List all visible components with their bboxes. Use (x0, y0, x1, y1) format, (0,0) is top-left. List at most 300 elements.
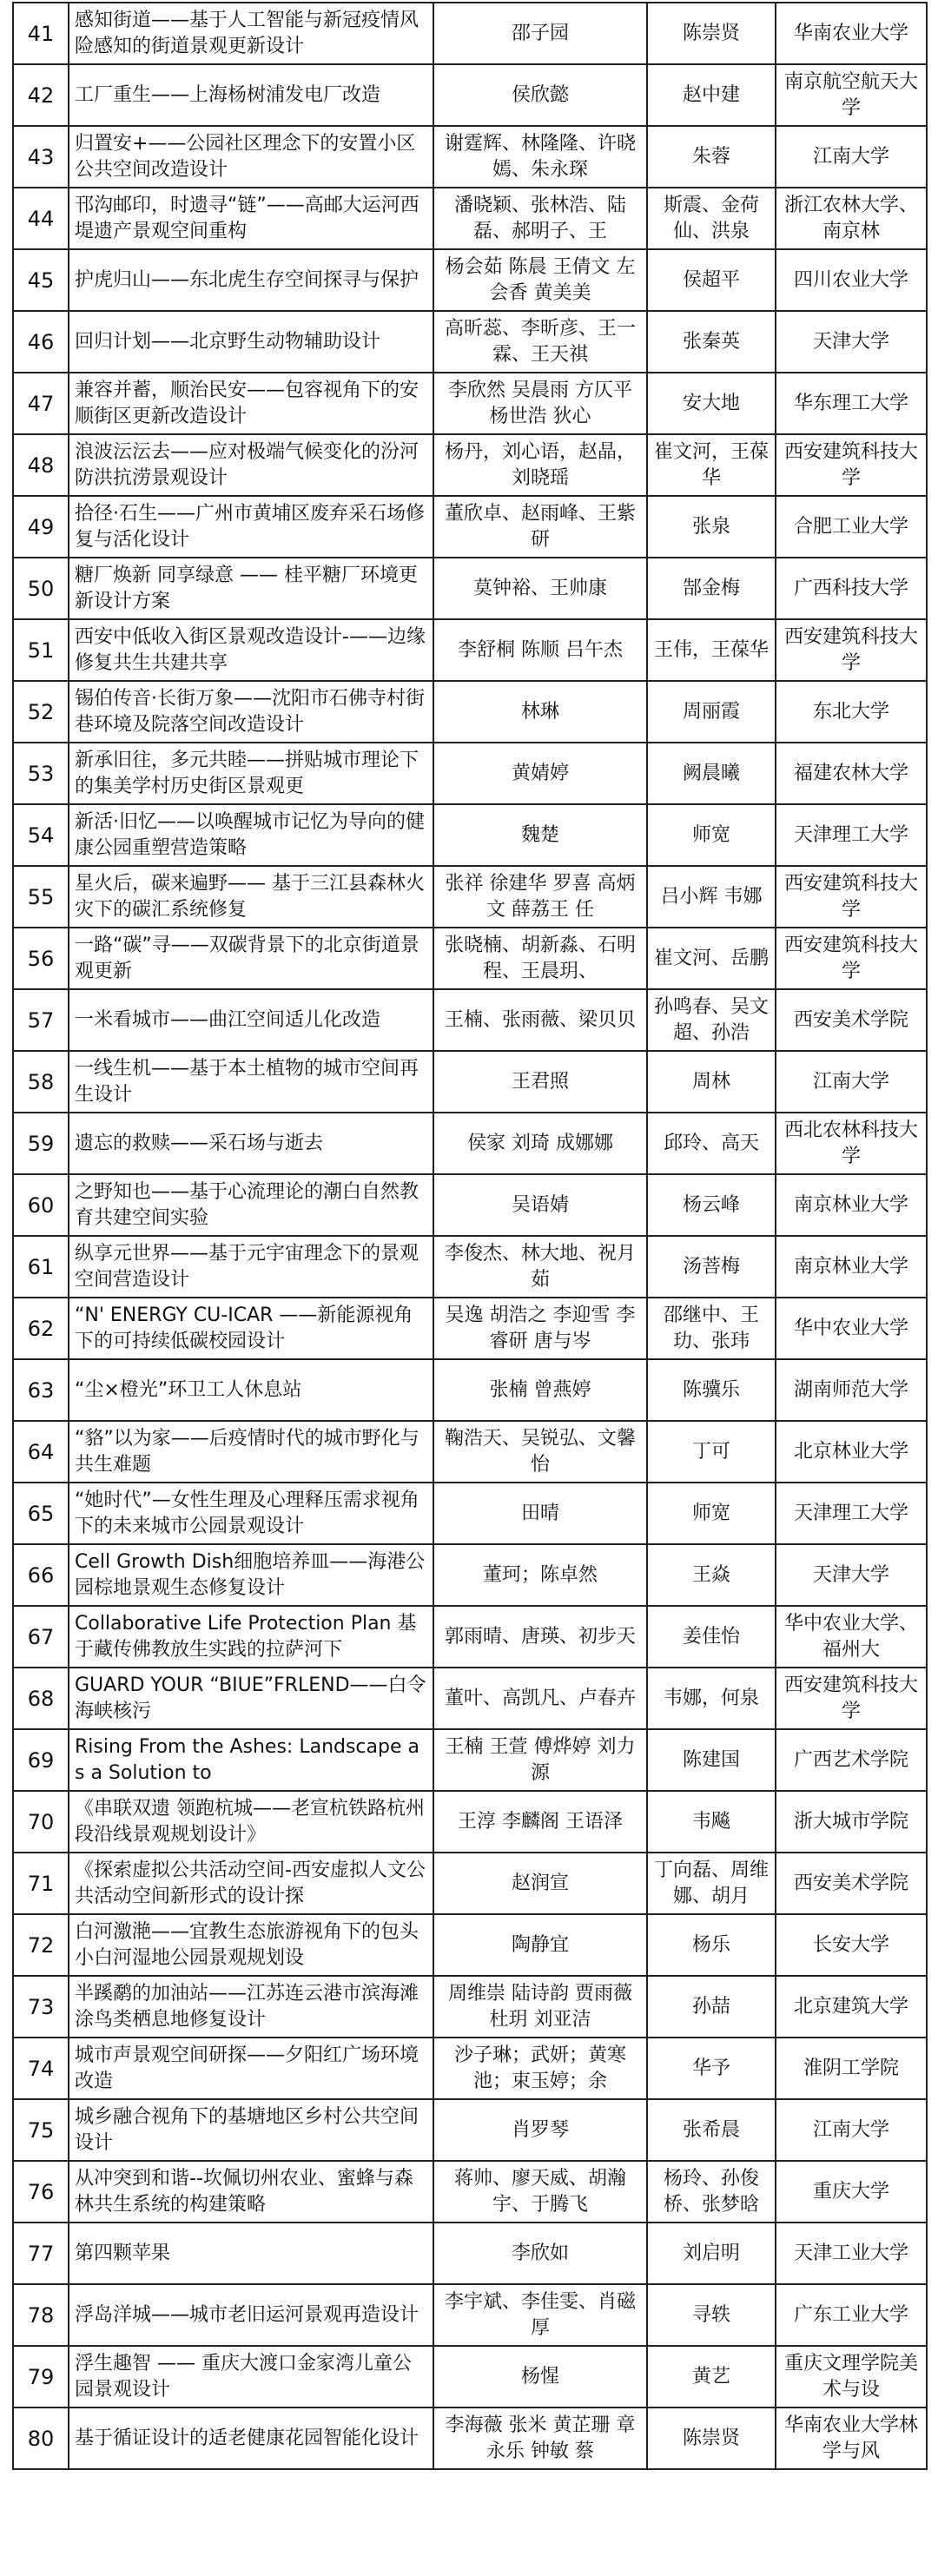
advisor: 吕小辉 韦娜 (660, 885, 763, 908)
team-members: 董欣卓、赵雨峰、王紫研 (444, 502, 636, 551)
project-title: 回归计划——北京野生动物辅助设计 (75, 330, 381, 353)
entry-number-cell (13, 1483, 69, 1544)
table-row (13, 928, 927, 989)
university: 西安建筑科技大学 (783, 934, 918, 982)
entry-number-cell (13, 188, 69, 249)
team-members: 赵润宣 (511, 1872, 569, 1894)
team-members: 肖罗琴 (511, 2118, 569, 2141)
entry-number-cell (13, 2408, 69, 2469)
advisor: 汤菩梅 (682, 1255, 740, 1278)
team-members-cell (433, 1853, 647, 1914)
team-members-cell (433, 743, 647, 804)
advisor-cell (647, 2038, 776, 2099)
table-row (13, 1174, 927, 1236)
award-table (12, 2, 928, 2470)
university-cell (776, 1976, 927, 2038)
university-cell (776, 989, 927, 1051)
university-cell (776, 1236, 927, 1298)
table-row (13, 434, 927, 496)
university: 广东工业大学 (793, 2303, 908, 2326)
entry-number: 52 (27, 699, 55, 724)
project-title: 浮生趣智 —— 重庆大渡口金家湾儿童公园景观设计 (75, 2352, 412, 2401)
entry-number: 62 (27, 1316, 55, 1341)
entry-number-cell (13, 434, 69, 496)
advisor-cell (647, 1359, 776, 1421)
team-members: 蒋帅、廖天威、胡瀚宇、于腾飞 (453, 2167, 626, 2216)
project-title: “N' ENERGY CU-ICAR ——新能源视角下的可持续低碳校园设计 (75, 1304, 413, 1352)
table-row (13, 1051, 927, 1113)
advisor-cell (647, 1791, 776, 1853)
team-members: 王楠 王萱 傅烨婷 刘力源 (445, 1735, 636, 1784)
team-members-cell (433, 1791, 647, 1853)
table-row (13, 1359, 927, 1421)
entry-number-cell (13, 3, 69, 64)
entry-number-cell (13, 1729, 69, 1791)
entry-number: 78 (27, 2302, 55, 2328)
project-title-cell (69, 2284, 433, 2346)
advisor: 孙鸣春、吴文超、孙浩 (653, 995, 769, 1044)
entry-number: 47 (27, 391, 55, 416)
entry-number-cell (13, 2161, 69, 2223)
university-cell (776, 126, 927, 188)
advisor: 姜佳怡 (682, 1625, 740, 1648)
project-title: 之野知也——基于心流理论的潮白自然教育共建空间实验 (75, 1180, 419, 1229)
project-title: 从冲突到和谐--坎佩切州农业、蜜蜂与森林共生系统的构建策略 (75, 2167, 413, 2216)
project-title-cell (69, 2038, 433, 2099)
advisor-cell (647, 1113, 776, 1174)
team-members: 李宇斌、李佳雯、肖磁厚 (444, 2290, 636, 2339)
team-members-cell (433, 1606, 647, 1668)
advisor-cell (647, 373, 776, 434)
advisor-cell (647, 2099, 776, 2161)
team-members-cell (433, 2284, 647, 2346)
table-row (13, 1914, 927, 1976)
team-members: 李俊杰、林大地、祝月茹 (444, 1242, 636, 1291)
advisor: 崔文河，王葆华 (653, 440, 769, 489)
advisor-cell (647, 1421, 776, 1483)
table-row (13, 1729, 927, 1791)
project-title-cell (69, 1791, 433, 1853)
advisor: 韦娜，何泉 (663, 1687, 759, 1709)
entry-number: 71 (27, 1871, 55, 1896)
project-title-cell (69, 2346, 433, 2408)
entry-number: 65 (27, 1501, 55, 1526)
award-table-body (13, 3, 927, 2469)
team-members: 吴语婧 (511, 1193, 569, 1216)
team-members-cell (433, 311, 647, 373)
team-members-cell (433, 1113, 647, 1174)
team-members-cell (433, 1544, 647, 1606)
project-title-cell (69, 1359, 433, 1421)
project-title: 一米看城市——曲江空间适儿化改造 (75, 1008, 381, 1031)
entry-number-cell (13, 373, 69, 434)
table-row (13, 1236, 927, 1298)
entry-number-cell (13, 1298, 69, 1359)
team-members-cell (433, 1729, 647, 1791)
team-members-cell (433, 249, 647, 311)
team-members-cell (433, 2346, 647, 2408)
entry-number: 75 (27, 2117, 55, 2143)
team-members-cell (433, 1174, 647, 1236)
team-members: 张祥 徐建华 罗喜 高炳文 薛荔王 任 (445, 872, 636, 921)
table-row (13, 743, 927, 804)
entry-number: 66 (27, 1562, 55, 1588)
team-members-cell (433, 1051, 647, 1113)
university: 北京林业大学 (793, 1440, 908, 1463)
advisor-cell (647, 1668, 776, 1729)
advisor: 寻轶 (691, 2303, 730, 2326)
project-title: 《探索虚拟公共活动空间-西安虚拟人文公共活动空间新形式的设计探 (75, 1859, 426, 1907)
advisor-cell (647, 126, 776, 188)
entry-number-cell (13, 804, 69, 866)
advisor: 黄艺 (691, 2365, 730, 2388)
university-cell (776, 1853, 927, 1914)
table-row (13, 558, 927, 619)
project-title-cell (69, 126, 433, 188)
team-members-cell (433, 1914, 647, 1976)
table-row (13, 1544, 927, 1606)
team-members-cell (433, 1668, 647, 1729)
project-title-cell (69, 558, 433, 619)
advisor: 刘启明 (682, 2242, 740, 2264)
university: 西安美术学院 (793, 1872, 908, 1894)
advisor-cell (647, 64, 776, 126)
entry-number: 55 (27, 884, 55, 909)
entry-number-cell (13, 1236, 69, 1298)
project-title: 遗忘的救赎——采石场与逝去 (75, 1132, 324, 1154)
university: 天津大学 (812, 330, 889, 353)
team-members-cell (433, 126, 647, 188)
university: 重庆文理学院美术与设 (783, 2352, 918, 2401)
advisor-cell (647, 804, 776, 866)
team-members-cell (433, 496, 647, 558)
advisor-cell (647, 743, 776, 804)
team-members: 潘晓颖、张林浩、陆磊、郝明子、王 (453, 194, 626, 242)
advisor: 朱蓉 (691, 145, 730, 168)
entry-number-cell (13, 1668, 69, 1729)
project-title: Collaborative Life Protection Plan 基于藏传佛教放生实践的拉萨河下 (75, 1612, 417, 1661)
project-title: 浪波沄沄去——应对极端气候变化的汾河防洪抗涝景观设计 (75, 440, 419, 489)
advisor: 华予 (691, 2057, 730, 2079)
advisor-cell (647, 1483, 776, 1544)
team-members-cell (433, 2099, 647, 2161)
advisor: 张希晨 (682, 2118, 740, 2141)
project-title: 白河激滟——宜教生态旅游视角下的包头小白河湿地公园景观规划设 (75, 1920, 419, 1969)
advisor: 张泉 (691, 515, 730, 538)
entry-number: 69 (27, 1747, 55, 1773)
entry-number-cell (13, 64, 69, 126)
advisor: 陈崇贤 (682, 2427, 740, 2449)
advisor-cell (647, 1853, 776, 1914)
university: 南京林业大学 (793, 1255, 908, 1278)
team-members: 杨丹，刘心语，赵晶，刘晓瑶 (444, 440, 636, 489)
table-row (13, 681, 927, 743)
team-members-cell (433, 2161, 647, 2223)
advisor-cell (647, 2161, 776, 2223)
project-title: 新承旧往，多元共睦——拼贴城市理论下的集美学村历史街区景观更 (75, 749, 419, 797)
project-title-cell (69, 1976, 433, 2038)
advisor: 赵中建 (682, 83, 740, 106)
university-cell (776, 1606, 927, 1668)
table-row (13, 373, 927, 434)
table-row (13, 619, 927, 681)
table-row (13, 2284, 927, 2346)
team-members: 高昕蕊、李昕彦、王一霖、王天祺 (444, 317, 636, 366)
entry-number-cell (13, 989, 69, 1051)
university-cell (776, 434, 927, 496)
team-members: 张楠 曾燕婷 (489, 1378, 591, 1401)
advisor-cell (647, 3, 776, 64)
team-members: 魏楚 (520, 823, 559, 846)
entry-number: 44 (27, 206, 55, 231)
team-members-cell (433, 1359, 647, 1421)
university-cell (776, 681, 927, 743)
project-title: 基于循证设计的适老健康花园智能化设计 (75, 2427, 419, 2449)
team-members-cell (433, 681, 647, 743)
university: 合肥工业大学 (793, 515, 908, 538)
project-title-cell (69, 2408, 433, 2469)
team-members: 杨会茹 陈晨 王倩文 左会香 黄美美 (445, 255, 636, 304)
team-members-cell (433, 619, 647, 681)
team-members: 黄婧婷 (511, 762, 569, 784)
university-cell (776, 64, 927, 126)
project-title-cell (69, 1421, 433, 1483)
advisor-cell (647, 558, 776, 619)
university-cell (776, 1668, 927, 1729)
entry-number-cell (13, 619, 69, 681)
project-title-cell (69, 496, 433, 558)
advisor: 安大地 (682, 392, 740, 414)
university-cell (776, 804, 927, 866)
team-members-cell (433, 1421, 647, 1483)
project-title: GUARD YOUR “BIUE”FRLEND——白令海峡核污 (75, 1674, 426, 1722)
entry-number: 53 (27, 761, 55, 786)
entry-number-cell (13, 1174, 69, 1236)
team-members: 李海薇 张米 黄芷珊 章永乐 钟敏 蔡 (445, 2414, 636, 2462)
entry-number: 58 (27, 1069, 55, 1094)
entry-number-cell (13, 2038, 69, 2099)
entry-number-cell (13, 126, 69, 188)
project-title: 半蹊鹬的加油站——江苏连云港市滨海滩涂鸟类栖息地修复设计 (75, 1982, 419, 2031)
university-cell (776, 558, 927, 619)
university-cell (776, 1729, 927, 1791)
project-title: 浮岛洋城——城市老旧运河景观再造设计 (75, 2303, 419, 2326)
entry-number-cell (13, 1421, 69, 1483)
university: 广西科技大学 (793, 577, 908, 599)
table-row (13, 1421, 927, 1483)
entry-number-cell (13, 1606, 69, 1668)
table-row (13, 989, 927, 1051)
project-title: 一线生机——基于本土植物的城市空间再生设计 (75, 1057, 419, 1106)
university-cell (776, 2346, 927, 2408)
advisor: 杨云峰 (682, 1193, 740, 1216)
advisor: 孙喆 (691, 1995, 730, 2018)
advisor: 丁可 (691, 1440, 730, 1463)
table-row (13, 2161, 927, 2223)
team-members: 陶静宜 (511, 1933, 569, 1956)
entry-number-cell (13, 1853, 69, 1914)
team-members: 杨惺 (520, 2365, 559, 2388)
team-members: 王楠、张雨薇、梁贝贝 (444, 1008, 636, 1031)
advisor-cell (647, 1729, 776, 1791)
university: 湖南师范大学 (793, 1378, 908, 1401)
entry-number: 73 (27, 1994, 55, 2019)
project-title-cell (69, 928, 433, 989)
entry-number: 68 (27, 1686, 55, 1711)
advisor: 师宽 (691, 1502, 730, 1524)
university: 西北农林科技大学 (783, 1119, 918, 1167)
entry-number-cell (13, 1113, 69, 1174)
table-row (13, 1668, 927, 1729)
entry-number-cell (13, 2099, 69, 2161)
university: 西安建筑科技大学 (783, 1674, 918, 1722)
university-cell (776, 1174, 927, 1236)
project-title-cell (69, 804, 433, 866)
entry-number: 48 (27, 452, 55, 478)
project-title-cell (69, 2161, 433, 2223)
project-title: 星火后，碳来遍野—— 基于三江县森林火灾下的碳汇系统修复 (75, 872, 425, 921)
team-members-cell (433, 2408, 647, 2469)
entry-number-cell (13, 311, 69, 373)
entry-number-cell (13, 1976, 69, 2038)
project-title: “貉”以为家——后疫情时代的城市野化与共生难题 (75, 1427, 419, 1476)
university: 四川农业大学 (793, 268, 908, 291)
project-title: 纵享元世界——基于元宇宙理念下的景观空间营造设计 (75, 1242, 419, 1291)
entry-number: 80 (27, 2426, 55, 2451)
project-title-cell (69, 2223, 433, 2284)
entry-number: 74 (27, 2056, 55, 2081)
project-title-cell (69, 2099, 433, 2161)
university-cell (776, 188, 927, 249)
entry-number: 49 (27, 514, 55, 539)
university: 南京林业大学 (793, 1193, 908, 1216)
project-title-cell (69, 64, 433, 126)
advisor: 陈建国 (682, 1748, 740, 1771)
entry-number-cell (13, 2346, 69, 2408)
advisor-cell (647, 188, 776, 249)
project-title: 《串联双遗 领跑杭城——老宣杭铁路杭州段沿线景观规划设计》 (75, 1797, 425, 1846)
table-row (13, 1791, 927, 1853)
project-title: 新活·旧忆——以唤醒城市记忆为导向的健康公园重塑营造策略 (75, 810, 425, 859)
university-cell (776, 311, 927, 373)
advisor-cell (647, 2408, 776, 2469)
project-title: 西安中低收入街区景观改造设计-——边缘修复共生共建共享 (75, 625, 426, 674)
advisor: 郜金梅 (682, 577, 740, 599)
team-members: 董叶、高凯凡、卢春卉 (444, 1687, 636, 1709)
university: 北京建筑大学 (793, 1995, 908, 2018)
university-cell (776, 2408, 927, 2469)
advisor-cell (647, 1051, 776, 1113)
table-row (13, 1976, 927, 2038)
team-members: 谢霆辉、林隆隆、许晓嫣、朱永琛 (444, 132, 636, 181)
table-row (13, 188, 927, 249)
entry-number: 43 (27, 144, 55, 169)
entry-number-cell (13, 496, 69, 558)
team-members-cell (433, 558, 647, 619)
entry-number-cell (13, 1359, 69, 1421)
entry-number: 67 (27, 1624, 55, 1649)
project-title: 感知街道——基于人工智能与新冠疫情风险感知的街道景观更新设计 (75, 9, 419, 57)
university: 天津工业大学 (793, 2242, 908, 2264)
advisor: 崔文河、岳鹏 (653, 947, 769, 969)
team-members-cell (433, 434, 647, 496)
project-title-cell (69, 743, 433, 804)
advisor-cell (647, 1544, 776, 1606)
advisor: 王伟，王葆华 (653, 638, 769, 661)
project-title: “她时代”—女性生理及心理释压需求视角下的未来城市公园景观设计 (75, 1489, 419, 1537)
entry-number-cell (13, 2223, 69, 2284)
team-members-cell (433, 64, 647, 126)
advisor: 斯震、金荷仙、洪泉 (663, 194, 759, 242)
university-cell (776, 1051, 927, 1113)
university-cell (776, 619, 927, 681)
advisor-cell (647, 1174, 776, 1236)
team-members-cell (433, 1483, 647, 1544)
project-title-cell (69, 681, 433, 743)
project-title: 邗沟邮印，时遗寻“链”——高邮大运河西堤遗产景观空间重构 (75, 194, 419, 242)
university: 浙江农林大学、南京林 (783, 194, 918, 242)
team-members-cell (433, 373, 647, 434)
table-row (13, 2099, 927, 2161)
team-members-cell (433, 2038, 647, 2099)
project-title-cell (69, 1729, 433, 1791)
university: 华东理工大学 (793, 392, 908, 414)
entry-number-cell (13, 866, 69, 928)
advisor: 陈骥乐 (682, 1378, 740, 1401)
advisor-cell (647, 2223, 776, 2284)
project-title: 工厂重生——上海杨树浦发电厂改造 (75, 83, 381, 106)
university-cell (776, 2038, 927, 2099)
advisor: 阙晨曦 (682, 762, 740, 784)
university: 天津理工大学 (793, 1502, 908, 1524)
advisor-cell (647, 1914, 776, 1976)
university-cell (776, 1791, 927, 1853)
project-title: Cell Growth Dish细胞培养皿——海港公园棕地景观生态修复设计 (75, 1550, 426, 1599)
project-title-cell (69, 1113, 433, 1174)
university: 东北大学 (812, 700, 889, 723)
entry-number-cell (13, 681, 69, 743)
table-row (13, 496, 927, 558)
advisor: 周丽霞 (682, 700, 740, 723)
university-cell (776, 496, 927, 558)
table-row (13, 3, 927, 64)
table-row (13, 2038, 927, 2099)
university: 天津大学 (812, 1563, 889, 1586)
team-members: 周维崇 陆诗韵 贾雨薇 杜玥 刘亚洁 (448, 1982, 632, 2031)
table-row (13, 126, 927, 188)
table-row (13, 249, 927, 311)
advisor-cell (647, 619, 776, 681)
university-cell (776, 3, 927, 64)
entry-number: 57 (27, 1007, 55, 1033)
university: 重庆大学 (812, 2180, 889, 2203)
advisor: 陈崇贤 (682, 22, 740, 44)
entry-number: 60 (27, 1192, 55, 1218)
entry-number: 79 (27, 2364, 55, 2389)
team-members: 邵子园 (511, 22, 569, 44)
university-cell (776, 1359, 927, 1421)
team-members: 李欣如 (511, 2242, 569, 2264)
entry-number-cell (13, 2284, 69, 2346)
entry-number: 63 (27, 1377, 55, 1403)
advisor-cell (647, 1976, 776, 2038)
entry-number: 42 (27, 83, 55, 108)
university-cell (776, 1421, 927, 1483)
advisor: 邱玲、高天 (663, 1132, 759, 1154)
advisor-cell (647, 249, 776, 311)
advisor: 丁向磊、周维娜、胡月 (653, 1859, 769, 1907)
advisor: 师宽 (691, 823, 730, 846)
